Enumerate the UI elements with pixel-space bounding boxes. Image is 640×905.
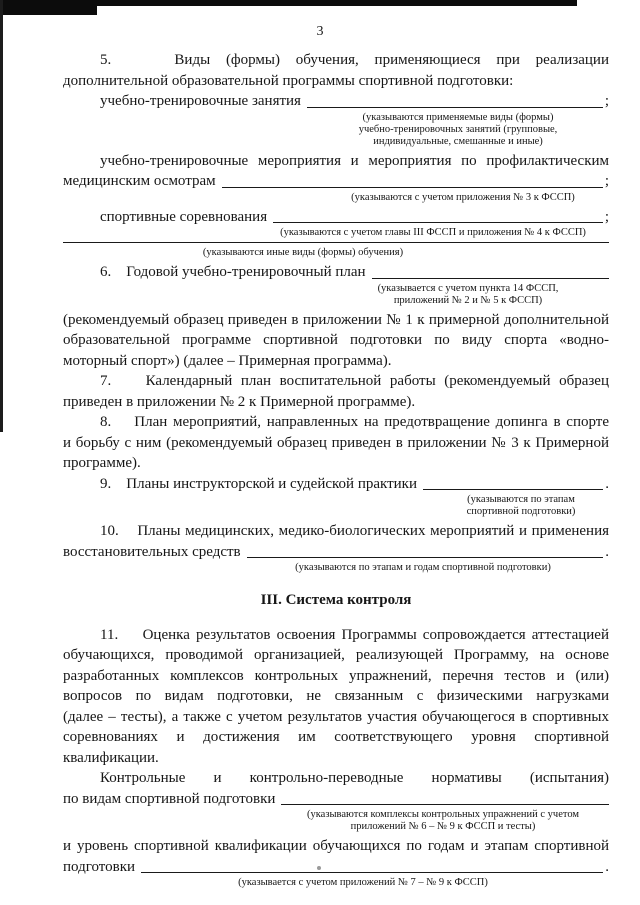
caption-line: (указываются комплексы контрольных упражнений с учетом [306,809,580,820]
caption-recovery-means [263,562,583,574]
blank-label: 9. Планы инструкторской и судейской практики [100,475,417,492]
blank-line-training-sessions [63,91,609,112]
paragraph-10-line: 10. Планы медицинских, медико-биологических мероприятий и применения [100,523,609,539]
caption-other-forms [143,247,463,259]
blank-label: спортивные соревнования [100,208,268,225]
punctuation: ; [604,93,609,109]
blank-line-instructor-practice [63,474,609,495]
fill-in-blank [281,789,609,806]
paragraph-6-line: моторный спорт») (далее – Примерная программа). [63,352,392,369]
blank-line-medical-events [63,171,609,192]
paragraph-7-line: 7. Календарный план воспитательной работы (рекомендуемый образец [100,373,609,389]
caption-instructor-practice [413,494,629,518]
caption-line: (указывается с учетом приложений № 7 – № 9 к ФССП) [238,877,488,888]
punctuation: ; [604,208,609,225]
blank-label: медицинским осмотрам [63,173,216,189]
blank-line-qualification-text: и уровень спортивной квалификации обучающихся по годам и этапам спортивной [63,838,609,854]
blank-label: учебно-тренировочные занятия [100,93,301,109]
caption-line: (указываются с учетом главы III ФССП и приложения № 4 к ФССП) [280,227,586,238]
punctuation: . [605,475,609,492]
caption-line: (указываются иные виды (формы) обучения) [202,247,404,258]
paragraph-11-line: (далее – тесты), а также с учетом результатов участия обучающегося в спортивных [63,708,609,725]
blank-label: 6. Годовой учебно-тренировочный план [100,264,366,280]
blank-label: восстановительных средств [63,543,241,560]
paragraph-7-line: приведен в приложении № 2 к Примерной программе). [63,393,416,410]
scan-artifact-corner-blob [0,0,97,15]
fill-in-blank [141,857,603,874]
blank-line-medical-events-text: учебно-тренировочные мероприятия и мероприятия по профилактическим [100,152,609,169]
caption-competitions [263,227,603,239]
caption-line: (указываются по этапам [467,494,575,505]
caption-line: спортивной подготовки) [466,506,576,517]
paragraph-8-line: и борьбу с ним (рекомендуемый образец приведен в приложении № 3 к Примерной [63,434,609,451]
caption-line: учебно-тренировочных занятий (групповые, [358,123,558,135]
fill-in-blank [273,207,603,224]
blank-label: подготовки [63,858,136,875]
paragraph-11-line: соревнованиях и достижения им соответствующего уровня спортивной [63,729,609,745]
fill-in-blank [307,91,603,108]
page-content [63,50,609,892]
caption-line: (указываются по этапам и годам спортивной подготовки) [295,562,551,573]
caption-line: (указываются с учетом приложения № 3 к ФССП) [351,191,575,203]
caption-line: (указываются применяемые виды (формы) [362,111,554,123]
fill-in-blank [423,474,603,491]
fill-in-blank [372,262,609,279]
paragraph-8-line: 8. План мероприятий, направленных на предотвращение допинга в спорте [100,414,609,430]
section-heading-control-system: III. Система контроля [260,592,412,608]
caption-line: (указывается с учетом пункта 14 ФССП, [377,282,559,294]
paragraph-5-line: дополнительной образовательной программы спортивной подготовки: [63,72,514,89]
blank-line-annual-plan [63,262,609,283]
caption-line: приложений № 6 – № 9 к ФССП и тесты) [350,821,536,832]
caption-annual-plan [328,283,608,307]
blank-line-control-standards-text: Контрольные и контрольно-переводные нормативы (испытания) [100,770,609,786]
blank-line-recovery-means [63,542,609,563]
paragraph-11-line: разработанных комплексов контрольных упражнений, перечня тестов и (или) [63,667,609,684]
caption-control-standards [263,809,623,833]
caption-line: индивидуальные, смешанные и иные) [373,135,543,147]
blank-line-competitions [63,207,609,228]
punctuation: . [605,543,609,560]
paragraph-8-line: программе). [63,455,141,471]
paragraph-6-line: (рекомендуемый образец приведен в приложении № 1 к примерной дополнительной [63,311,609,328]
caption-qualification [183,877,543,889]
scan-artifact-left-line [0,0,3,432]
punctuation: ; [604,173,609,189]
paragraph-6-line: образовательной программе спортивной подготовки по виду спорта «водно- [63,332,609,348]
page-number: 3 [316,24,324,39]
paragraph-11-line: 11. Оценка результатов освоения Программы сопровождается аттестацией [100,626,609,643]
fill-in-blank [247,542,604,559]
paragraph-5-line: 5. Виды (формы) обучения, применяющиеся при реализации [100,52,609,68]
caption-training-sessions [308,112,608,148]
paragraph-11-line: вопросов по видам подготовки, не связанным с физическими нагрузками [63,688,609,704]
blank-label: по видам спортивной подготовки [63,790,276,807]
paragraph-11-line: обучающихся, проводимой организацией, реализующей Программу, на основе [63,647,609,663]
blank-line-qualification [63,857,609,878]
paragraph-11-line: квалификации. [63,749,159,766]
caption-line: приложений № 2 и № 5 к ФССП) [393,294,543,306]
fill-in-blank [222,171,603,188]
caption-medical-events [308,192,618,204]
blank-line-control-standards [63,789,609,810]
fill-in-blank [63,242,609,243]
punctuation: . [605,858,609,875]
